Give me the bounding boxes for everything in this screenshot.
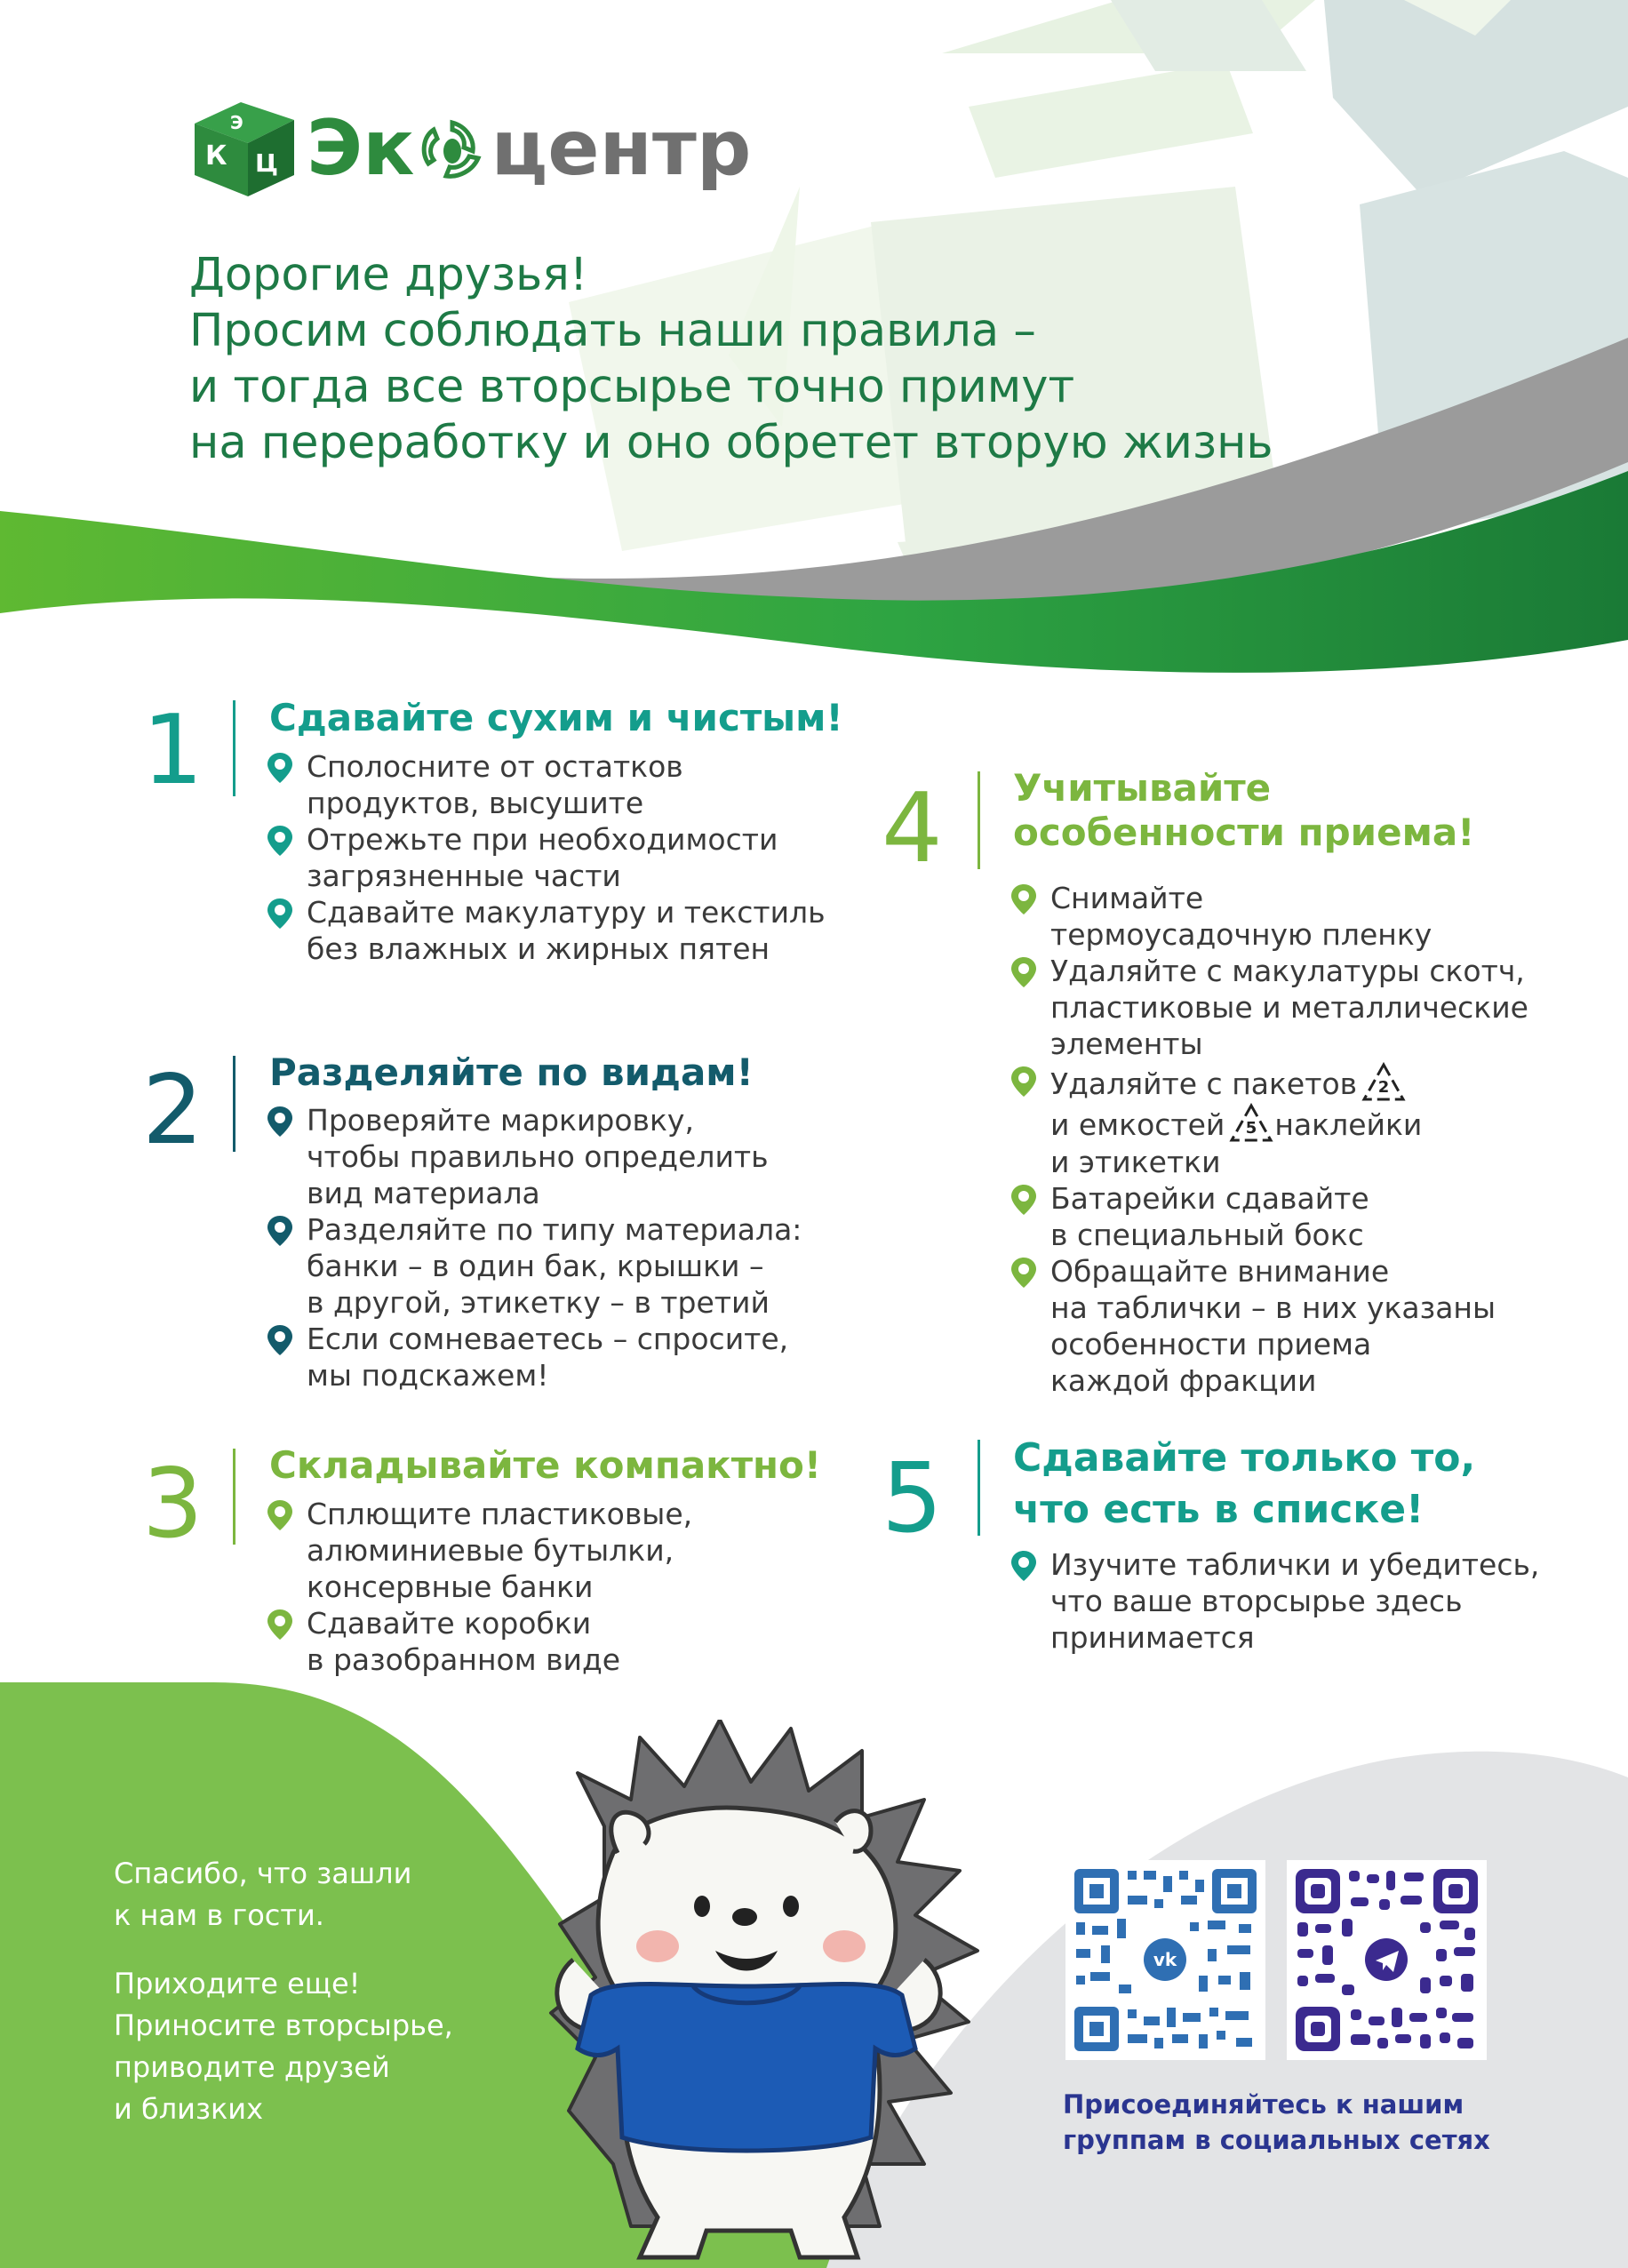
rule-4-title-line: Учитывайте bbox=[1013, 766, 1272, 810]
rule-5-title-line: что есть в списке! bbox=[1013, 1487, 1424, 1532]
location-pin-icon bbox=[267, 1609, 293, 1641]
intro-line: Дорогие друзья! bbox=[189, 249, 588, 301]
rule-4-title bbox=[1013, 766, 1474, 855]
list-item: Проверяйте маркировку, чтобы правильно определить вид материала bbox=[267, 1102, 802, 1211]
location-pin-icon bbox=[267, 1215, 293, 1247]
list-item: Если сомневаетесь – спросите, мы подскажем! bbox=[267, 1321, 802, 1394]
recycle-code-2-icon bbox=[1361, 1062, 1407, 1103]
svg-text:Э: Э bbox=[230, 112, 243, 133]
rule-1-items bbox=[267, 748, 826, 967]
list-item: Снимайте термоусадочную пленку bbox=[1010, 880, 1528, 953]
location-pin-icon bbox=[267, 1324, 293, 1356]
svg-text:К: К bbox=[205, 140, 227, 172]
location-pin-icon bbox=[1010, 956, 1037, 988]
list-item: Сплющите пластиковые, алюминиевые бутылки, консервные банки bbox=[267, 1496, 692, 1605]
rule-4-items bbox=[1010, 880, 1528, 1399]
logo-mark-icon bbox=[191, 93, 298, 200]
location-pin-icon bbox=[1010, 1550, 1037, 1582]
intro-line: Просим соблюдать наши правила – bbox=[189, 305, 1036, 357]
location-pin-icon bbox=[1010, 1257, 1037, 1289]
list-item: Батарейки сдавайте в специальный бокс bbox=[1010, 1180, 1528, 1253]
list-item: Сдавайте коробки в разобранном виде bbox=[267, 1605, 692, 1678]
location-pin-icon bbox=[267, 898, 293, 930]
svg-text:Ц: Ц bbox=[255, 148, 278, 178]
location-pin-icon bbox=[267, 1499, 293, 1531]
list-item: Обращайте внимание на таблички – в них указаны особенности приема каждой фракции bbox=[1010, 1253, 1528, 1399]
svg-text:2: 2 bbox=[1377, 1078, 1390, 1097]
join-social-text: Присоединяйтесь к нашим группам в социальных сетях bbox=[1063, 2089, 1490, 2155]
qr-code-vk[interactable] bbox=[1065, 1860, 1265, 2060]
rule-4-divider bbox=[978, 771, 980, 869]
list-item: Отрежьте при необходимости загрязненные части bbox=[267, 821, 826, 894]
list-item: Удаляйте с макулатуры скотч, пластиковые и металлические элементы bbox=[1010, 953, 1528, 1062]
location-pin-icon bbox=[1010, 883, 1037, 915]
rule-5-items bbox=[1010, 1546, 1539, 1656]
hedgehog-mascot-illustration bbox=[498, 1720, 995, 2268]
rule-5-title-line: Сдавайте только то, bbox=[1013, 1435, 1476, 1481]
list-item: Сполосните от остатков продуктов, высушите bbox=[267, 748, 826, 821]
rule-2-divider bbox=[233, 1056, 235, 1152]
thanks-text: Спасибо, что зашли к нам в гости. Приходите еще! Приносите вторсырье, приводите друзей и близких bbox=[114, 1857, 453, 2126]
location-pin-icon bbox=[267, 1106, 293, 1138]
rule-1-divider bbox=[233, 700, 235, 796]
logo-eco-text: Эк bbox=[307, 104, 415, 193]
rule-1-title: Сдавайте сухим и чистым! bbox=[269, 696, 843, 739]
location-pin-icon bbox=[1010, 1066, 1037, 1098]
rule-2-title: Разделяйте по видам! bbox=[269, 1050, 754, 1094]
rule-3-items bbox=[267, 1496, 692, 1678]
rule-5-number: 5 bbox=[882, 1443, 943, 1554]
recycle-leaf-icon bbox=[416, 117, 489, 181]
recycle-code-5-icon bbox=[1228, 1103, 1274, 1144]
rule-2-items bbox=[267, 1102, 802, 1394]
list-item: Сдавайте макулатуру и текстиль без влажных и жирных пятен bbox=[267, 894, 826, 967]
rule-5-divider bbox=[978, 1440, 980, 1536]
intro-line: и тогда все вторсырье точно примут bbox=[189, 361, 1075, 413]
qr-code-telegram[interactable] bbox=[1287, 1860, 1487, 2060]
location-pin-icon bbox=[267, 752, 293, 784]
logo-center-text: центр bbox=[491, 104, 752, 193]
rule-4-title-line: особенности приема! bbox=[1013, 811, 1475, 854]
rule-3-number: 3 bbox=[142, 1449, 204, 1560]
logo-wordmark bbox=[307, 100, 751, 197]
rule-4-number: 4 bbox=[882, 773, 943, 884]
location-pin-icon bbox=[267, 825, 293, 857]
rule-2-number: 2 bbox=[142, 1055, 204, 1166]
rule-5-title bbox=[1013, 1433, 1475, 1536]
list-item: Изучите таблички и убедитесь, что ваше вторсырье здесь принимается bbox=[1010, 1546, 1539, 1656]
rule-3-title: Складывайте компактно! bbox=[269, 1443, 822, 1487]
svg-text:5: 5 bbox=[1246, 1119, 1257, 1138]
rule-3-divider bbox=[233, 1449, 235, 1545]
intro-text bbox=[189, 247, 1345, 471]
list-item: Разделяйте по типу материала: банки – в один бак, крышки – в другой, этикетку – в третий bbox=[267, 1211, 802, 1321]
intro-line: на переработку и оно обретет вторую жизнь bbox=[189, 417, 1273, 469]
rule-1-number: 1 bbox=[142, 695, 204, 806]
svg-text:vk: vk bbox=[1153, 1949, 1177, 1970]
list-item: Удаляйте с пакетов 2 и емкостей 5 наклейки и этикетки bbox=[1010, 1062, 1528, 1180]
location-pin-icon bbox=[1010, 1184, 1037, 1216]
